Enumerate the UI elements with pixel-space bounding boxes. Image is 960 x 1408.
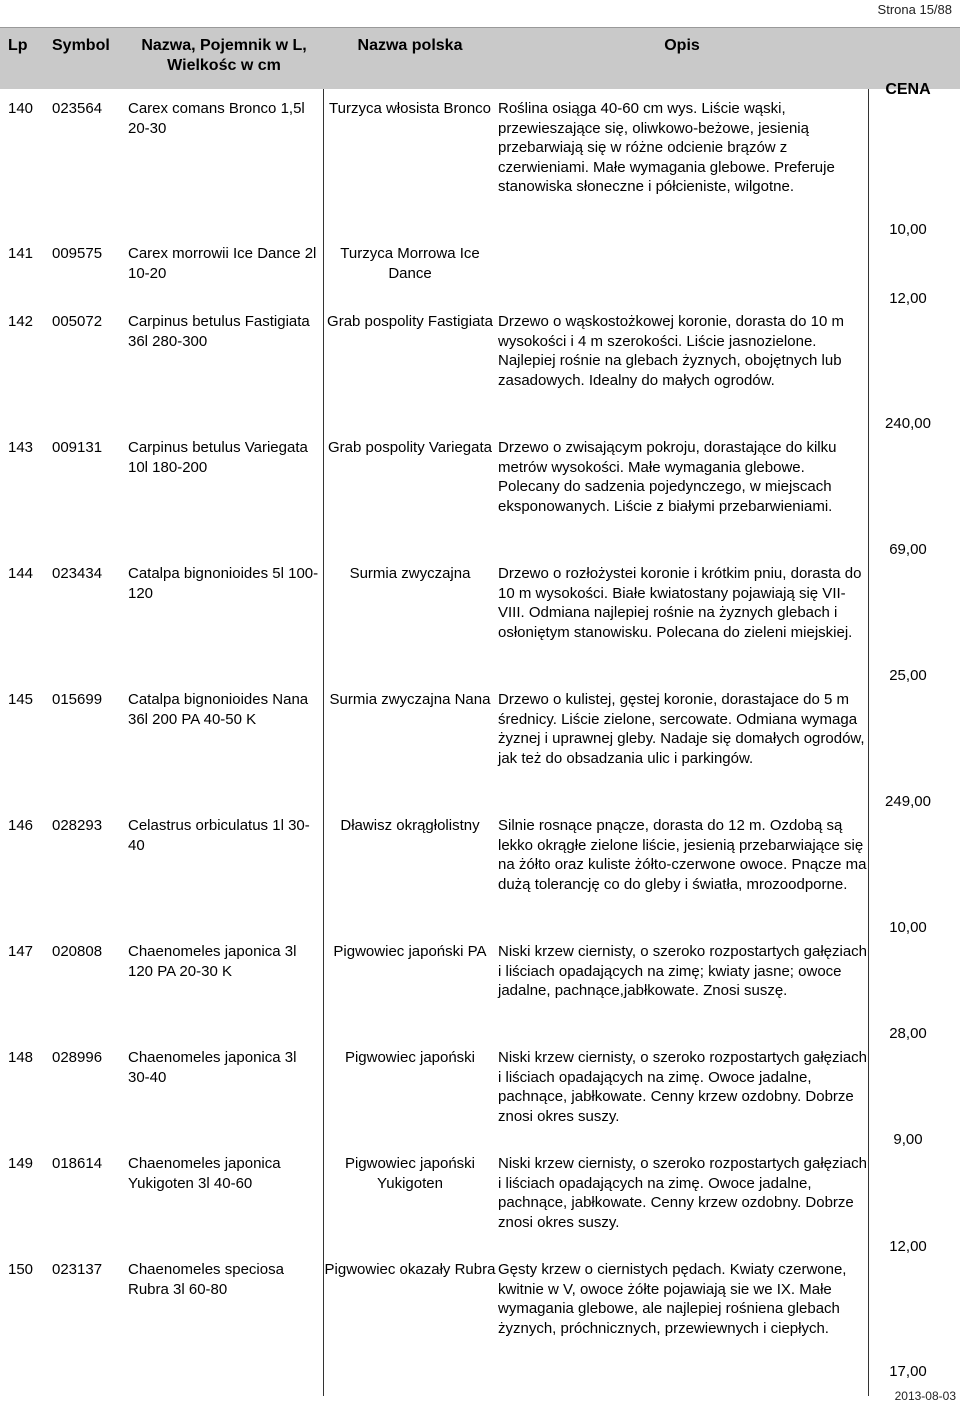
row-opis: Roślina osiąga 40-60 cm wys. Liście wąski, przewieszające się, oliwkowo-beżowe, jesienią przebarwiają się w różne odcienie brązów z czerwieniami. Małe wymagania glebowe. Preferuje stanowiska słoneczne i półcieniste, wilgotne. (498, 100, 835, 195)
header-symbol: Symbol (52, 37, 110, 54)
row-opis: Silnie rosnące pnącze, dorasta do 12 m. Ozdobą są lekko okrągłe zielone liście, jesienią przebarwiające się na żółto oraz kuliste żółto-czerwone owoce. Pnącze ma dużą tolerancję co do gleby i światła, mrozoodporne. (498, 817, 867, 893)
page-number: Strona 15/88 (877, 2, 952, 17)
header-lp: Lp (8, 37, 28, 54)
page-date: 2013-08-03 (894, 1388, 956, 1403)
row-nazwa-polska: Grab pospolity Variegata (328, 439, 492, 456)
row-opis: Drzewo o rozłożystei koronie i krótkim pniu, dorasta do 10 m wysokości. Białe kwiatostany pojawiają się VII-VIII. Odmiana najlepiej rośnie na żyznych glebach i osłoniętym stanowisku. Polecana do zieleni miejskiej. (498, 565, 862, 641)
row-opis: Niski krzew ciernisty, o szeroko rozpostartych gałęziach i liściach opadających na zimę. Owoce jadalne, pachnące, jabłkowate. Cenny krzew ozdobny. Dobrze znosi okres suszy. (498, 1049, 868, 1125)
row-cena: 10,00 (889, 221, 927, 238)
header-nazwa-polska: Nazwa polska (357, 37, 463, 54)
column-divider (323, 89, 324, 1396)
row-cena: 28,00 (889, 1025, 927, 1042)
row-lp: 150 (8, 1261, 34, 1278)
row-nazwa-polska: Turzyca włosista Bronco (329, 100, 491, 117)
row-nazwa: Celastrus orbiculatus 1l 30-40 (128, 817, 310, 854)
row-nazwa: Chaenomeles japonica Yukigoten 3l 40-60 (128, 1155, 281, 1192)
row-lp: 140 (8, 100, 34, 117)
row-symbol: 009575 (52, 245, 103, 262)
row-nazwa-polska: Pigwowiec japoński PA (333, 943, 487, 960)
row-symbol: 020808 (52, 943, 103, 960)
row-opis: Niski krzew ciernisty, o szeroko rozpostartych gałęziach i liściach opadających na zimę; kwiaty jasne; owoce jadalne, pachnące,jabłkowate. Znosi suszę. (498, 943, 868, 999)
row-opis: Niski krzew ciernisty, o szeroko rozpostartych gałęziach i liściach opadających na zimę. Owoce jadalne, pachnące, jabłkowate. Cenny krzew ozdobny. Dobrze znosi okres suszy. (498, 1155, 868, 1231)
row-cena: 240,00 (885, 415, 931, 432)
row-nazwa-polska: Pigwowiec japoński Yukigoten (344, 1155, 476, 1192)
row-nazwa-polska: Pigwowiec okazały Rubra (324, 1261, 496, 1278)
row-lp: 146 (8, 817, 34, 834)
row-cena: 12,00 (889, 1238, 927, 1255)
row-nazwa: Chaenomeles japonica 3l 30-40 (128, 1049, 297, 1086)
row-lp: 145 (8, 691, 34, 708)
row-lp: 141 (8, 245, 34, 262)
row-symbol: 023434 (52, 565, 103, 582)
row-nazwa: Chaenomeles speciosa Rubra 3l 60-80 (128, 1261, 284, 1298)
row-nazwa-polska: Pigwowiec japoński (344, 1049, 476, 1066)
header-opis: Opis (664, 37, 700, 54)
row-nazwa: Catalpa bignonioides Nana 36l 200 PA 40-50 K (128, 691, 309, 728)
row-nazwa-polska: Surmia zwyczajna (349, 565, 471, 582)
row-nazwa-polska: Dławisz okrągłolistny (340, 817, 480, 834)
row-nazwa: Carpinus betulus Variegata 10l 180-200 (128, 439, 308, 476)
row-lp: 144 (8, 565, 34, 582)
row-lp: 143 (8, 439, 34, 456)
row-cena: 12,00 (889, 290, 927, 307)
row-symbol: 015699 (52, 691, 103, 708)
header-nazwa: Nazwa, Pojemnik w L, Wielkośc w cm (141, 37, 307, 74)
row-lp: 147 (8, 943, 34, 960)
row-lp: 148 (8, 1049, 34, 1066)
row-opis: Drzewo o kulistej, gęstej koronie, dorastajace do 5 m średnicy. Liście zielone, sercowate. Odmiana wymaga żyznej i uprawnej gleby. Nadaje się domałych ogrodów, jak też do obsadzania ulic i parkingów. (498, 691, 865, 767)
row-nazwa: Carex morrowii Ice Dance 2l 10-20 (128, 245, 317, 282)
row-nazwa: Catalpa bignonioides 5l 100-120 (128, 565, 319, 602)
row-opis: Gęsty krzew o ciernistych pędach. Kwiaty czerwone, kwitnie w V, owoce żółte pojawiają sie we IX. Małe wymagania glebowe, ale najlepiej rośniena glebach żyznych, próchnicznych, przewiewnych i ciepłych. (498, 1261, 847, 1337)
row-symbol: 005072 (52, 313, 103, 330)
row-nazwa: Carpinus betulus Fastigiata 36l 280-300 (128, 313, 310, 350)
row-symbol: 018614 (52, 1155, 103, 1172)
row-opis: Drzewo o wąskostożkowej koronie, dorasta do 10 m wysokości i 4 m szerokości. Liście jasnozielone. Najlepiej rośnie na glebach żyznych, obojętnych lub zasadowych. Idealny do małych ogrodów. (498, 313, 844, 389)
row-lp: 149 (8, 1155, 34, 1172)
row-nazwa-polska: Turzyca Morrowa Ice Dance (340, 245, 480, 282)
row-nazwa-polska: Surmia zwyczajna Nana (329, 691, 491, 708)
table-header (0, 27, 960, 98)
row-symbol: 028996 (52, 1049, 103, 1066)
row-lp: 142 (8, 313, 34, 330)
row-cena: 25,00 (889, 667, 927, 684)
row-nazwa: Chaenomeles japonica 3l 120 PA 20-30 K (128, 943, 297, 980)
row-symbol: 009131 (52, 439, 103, 456)
row-nazwa: Carex comans Bronco 1,5l 20-30 (128, 100, 305, 137)
row-symbol: 023137 (52, 1261, 103, 1278)
row-symbol: 028293 (52, 817, 103, 834)
row-symbol: 023564 (52, 100, 103, 117)
row-nazwa-polska: Grab pospolity Fastigiata (327, 313, 493, 330)
row-cena: 10,00 (889, 919, 927, 936)
row-cena: 9,00 (893, 1131, 923, 1148)
row-cena: 69,00 (889, 541, 927, 558)
row-cena: 17,00 (889, 1363, 927, 1380)
row-cena: 249,00 (885, 793, 931, 810)
row-opis: Drzewo o zwisającym pokroju, dorastające do kilku metrów wysokości. Małe wymagania glebowe. Polecany do sadzenia pojedynczego, w miejscach eksponowanych. Liście z białymi przebarwieniami. (498, 439, 837, 515)
header-cena: CENA (885, 81, 931, 98)
